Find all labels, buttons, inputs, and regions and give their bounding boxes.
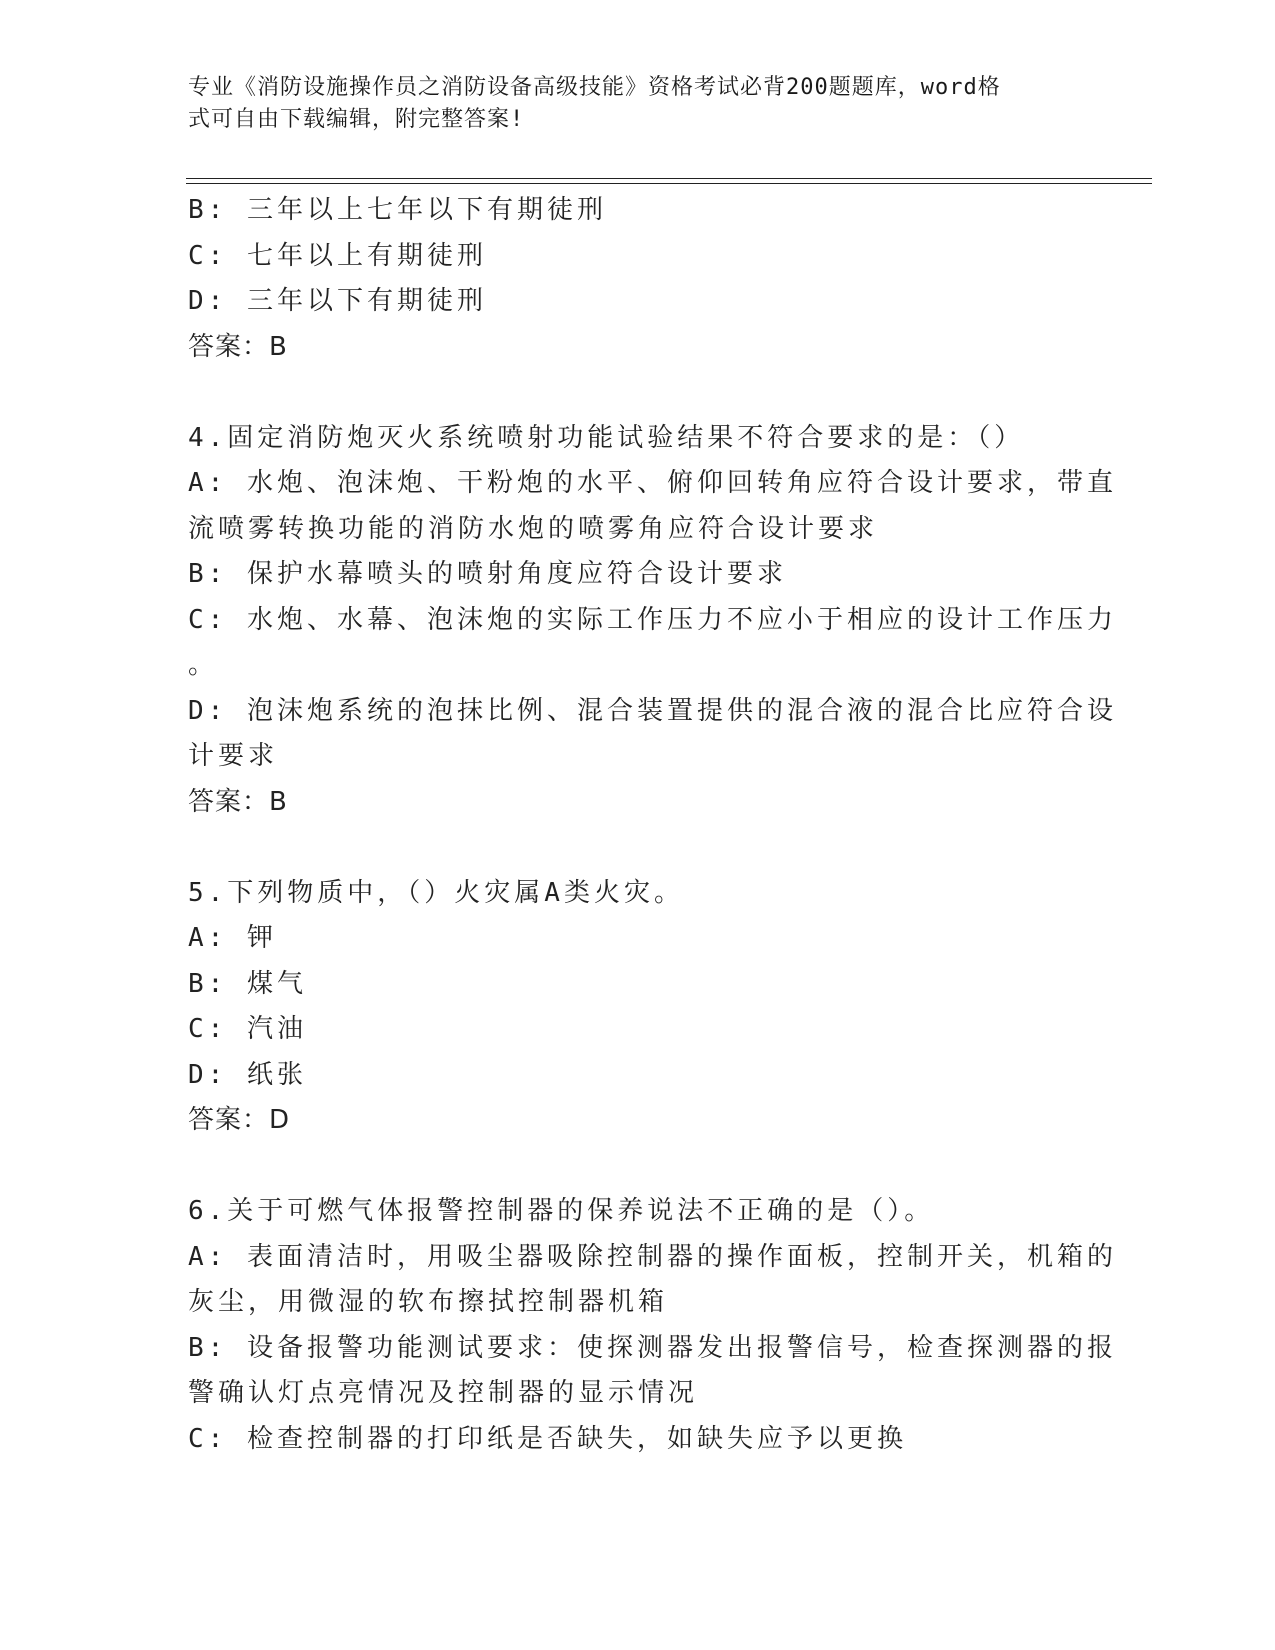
q4-option-d-line-1: D: 泡沫炮系统的泡抹比例、混合装置提供的混合液的混合比应符合设 bbox=[188, 695, 1117, 726]
q5-option-d: D: 纸张 bbox=[188, 1059, 307, 1090]
q4-option-c-line-2: 。 bbox=[188, 650, 219, 680]
q6-question: 6.关于可燃气体报警控制器的保养说法不正确的是（）。 bbox=[188, 1196, 935, 1226]
question-3-block bbox=[188, 188, 1068, 370]
q4-answer: 答案：B bbox=[188, 786, 288, 817]
q3-option-c: C: 七年以上有期徒刑 bbox=[188, 240, 487, 271]
q6-option-b-line-1: B: 设备报警功能测试要求：使探测器发出报警信号，检查探测器的报 bbox=[188, 1332, 1117, 1363]
q5-option-b: B: 煤气 bbox=[188, 968, 307, 999]
question-5-block bbox=[188, 871, 1068, 1144]
question-6-block bbox=[188, 1189, 1117, 1462]
q6-option-a-line-2: 灰尘，用微湿的软布擦拭控制器机箱 bbox=[188, 1287, 669, 1317]
q3-option-d: D: 三年以下有期徒刑 bbox=[188, 286, 487, 316]
q6-option-c: C: 检查控制器的打印纸是否缺失，如缺失应予以更换 bbox=[188, 1423, 907, 1454]
header-divider-top bbox=[186, 178, 1152, 179]
q5-option-c: C: 汽油 bbox=[188, 1014, 307, 1044]
q4-option-a-line-1: A: 水炮、泡沫炮、干粉炮的水平、俯仰回转角应符合设计要求，带直 bbox=[188, 468, 1117, 498]
q3-option-b: B: 三年以上七年以下有期徒刑 bbox=[188, 195, 607, 225]
document-header bbox=[188, 72, 1068, 136]
q5-answer: 答案：D bbox=[188, 1105, 291, 1135]
spacer bbox=[188, 825, 1068, 871]
spacer bbox=[188, 1144, 1068, 1190]
q6-option-b-line-2: 警确认灯点亮情况及控制器的显示情况 bbox=[188, 1378, 699, 1408]
header-line-1: 专业《消防设施操作员之消防设备高级技能》资格考试必背200题题库，word格 bbox=[188, 75, 1001, 100]
q4-option-c-line-1: C: 水炮、水幕、泡沫炮的实际工作压力不应小于相应的设计工作压力 bbox=[188, 604, 1117, 635]
q4-option-b: B: 保护水幕喷头的喷射角度应符合设计要求 bbox=[188, 559, 787, 589]
q4-question: 4.固定消防炮灭火系统喷射功能试验结果不符合要求的是：（） bbox=[188, 422, 1025, 453]
question-list bbox=[188, 188, 1117, 1462]
header-line-2: 式可自由下载编辑，附完整答案! bbox=[188, 107, 525, 132]
q3-answer: 答案：B bbox=[188, 331, 288, 362]
q5-question: 5.下列物质中，（）火灾属A类火灾。 bbox=[188, 877, 684, 908]
q6-option-a-line-1: A: 表面清洁时，用吸尘器吸除控制器的操作面板，控制开关，机箱的 bbox=[188, 1241, 1117, 1272]
question-4-block bbox=[188, 416, 1117, 826]
q4-option-a-line-2: 流喷雾转换功能的消防水炮的喷雾角应符合设计要求 bbox=[188, 513, 879, 544]
spacer bbox=[188, 370, 1068, 416]
q5-option-a: A: 钾 bbox=[188, 923, 277, 953]
header-divider-bottom bbox=[186, 183, 1152, 184]
q4-option-d-line-2: 计要求 bbox=[188, 741, 279, 771]
